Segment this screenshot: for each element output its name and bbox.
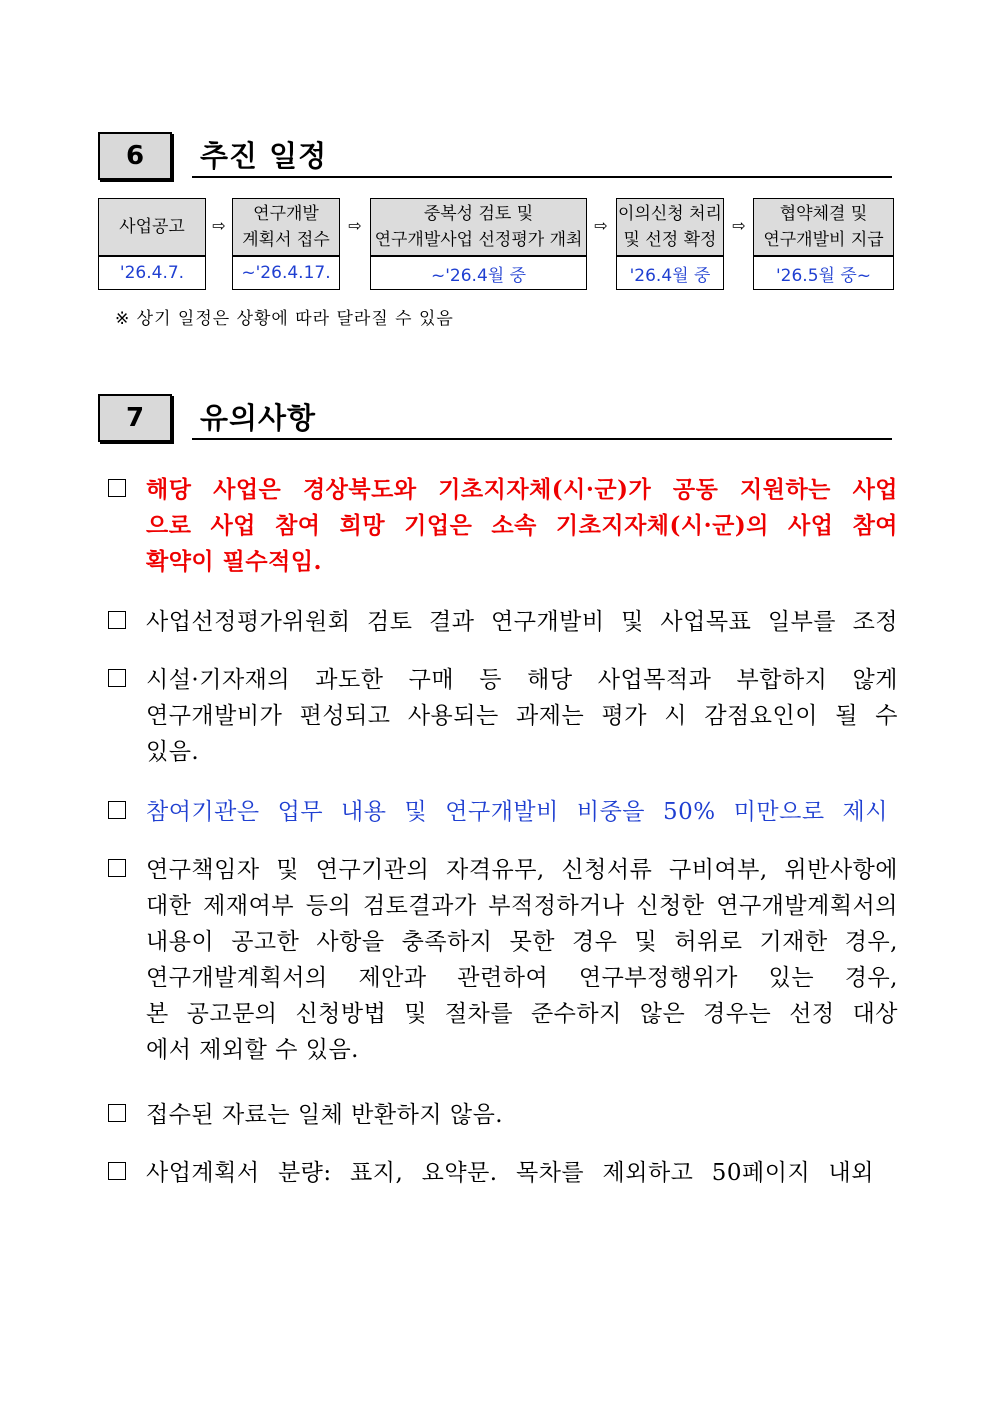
notice-line: 연구개발비가 편성되고 사용되는 과제는 평가 시 감점요인이 될 수 — [146, 703, 898, 729]
checkbox-icon — [108, 479, 126, 497]
notice-line: 확약이 필수적임. — [146, 548, 323, 575]
section-7-header — [98, 394, 892, 440]
step-label: 이의신청 처리 및 선정 확정 — [616, 198, 724, 256]
notice-line: 연구개발계획서의 제안과 관련하여 연구부정행위가 있는 경우, — [146, 965, 898, 991]
checkbox-icon — [108, 669, 126, 687]
checkbox-icon — [108, 1162, 126, 1180]
notice-line: 사업계획서 분량: 표지, 요약문. 목차를 제외하고 50페이지 내외 — [146, 1160, 874, 1186]
section-number: 7 — [98, 394, 172, 442]
right-arrow-icon: ⇨ — [348, 216, 362, 235]
step-date: '26.5월 중~ — [753, 256, 894, 290]
right-arrow-icon: ⇨ — [212, 216, 226, 235]
section-6-header — [98, 132, 892, 178]
section-underline — [192, 176, 892, 178]
schedule-flow — [98, 198, 898, 290]
notice-line: 내용이 공고한 사항을 충족하지 못한 경우 및 허위로 기재한 경우, — [146, 929, 898, 955]
notice-line: 본 공고문의 신청방법 및 절차를 준수하지 않은 경우는 선정 대상 — [146, 1001, 898, 1027]
schedule-note: ※ 상기 일정은 상황에 따라 달라질 수 있음 — [115, 309, 454, 329]
notice-line: 해당 사업은 경상북도와 기초지자체(시·군)가 공동 지원하는 사업 — [146, 476, 898, 503]
step-label: 협약체결 및 연구개발비 지급 — [753, 198, 894, 256]
checkbox-icon — [108, 859, 126, 877]
step-date: '26.4월 중 — [616, 256, 724, 290]
step-date: ~'26.4.17. — [232, 256, 340, 290]
section-underline — [192, 438, 892, 440]
section-title: 추진 일정 — [200, 139, 328, 173]
section-title: 유의사항 — [200, 401, 317, 435]
step-date: '26.4.7. — [98, 256, 206, 290]
notice-line: 시설·기자재의 과도한 구매 등 해당 사업목적과 부합하지 않게 — [146, 667, 898, 693]
notice-line: 사업선정평가위원회 검토 결과 연구개발비 및 사업목표 일부를 조정 — [146, 609, 899, 635]
checkbox-icon — [108, 801, 126, 819]
step-label: 중복성 검토 및 연구개발사업 선정평가 개최 — [370, 198, 587, 256]
right-arrow-icon: ⇨ — [732, 216, 746, 235]
notice-line: 참여기관은 업무 내용 및 연구개발비 비중을 50% 미만으로 제시 — [146, 799, 888, 825]
right-arrow-icon: ⇨ — [594, 216, 608, 235]
notice-line: 연구책임자 및 연구기관의 자격유무, 신청서류 구비여부, 위반사항에 — [146, 857, 898, 883]
notice-line: 접수된 자료는 일체 반환하지 않음. — [146, 1102, 504, 1128]
notice-line: 있음. — [146, 739, 200, 765]
notice-line: 대한 제재여부 등의 검토결과가 부적정하거나 신청한 연구개발계획서의 — [146, 893, 898, 919]
step-label: 연구개발 계획서 접수 — [232, 198, 340, 256]
notice-line: 에서 제외할 수 있음. — [146, 1037, 359, 1063]
step-label: 사업공고 — [98, 198, 206, 256]
checkbox-icon — [108, 1104, 126, 1122]
section-number: 6 — [98, 132, 172, 180]
checkbox-icon — [108, 611, 126, 629]
notice-line: 으로 사업 참여 희망 기업은 소속 기초지자체(시·군)의 사업 참여 — [146, 512, 898, 539]
step-date: ~'26.4월 중 — [370, 256, 587, 290]
